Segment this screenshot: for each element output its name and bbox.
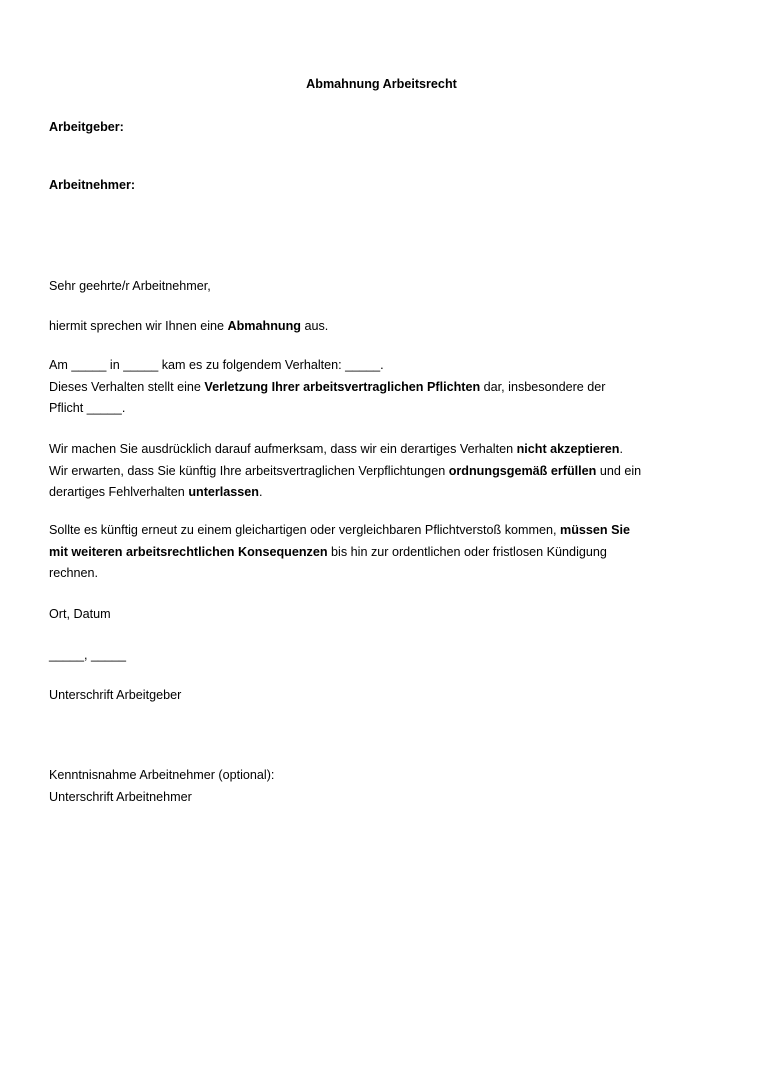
place-date-blanks: _____, _____ xyxy=(49,648,127,662)
consequences-line-2 xyxy=(49,542,724,564)
consequences-line-3: rechnen. xyxy=(49,566,99,580)
notice-line-1-after: . xyxy=(619,442,623,456)
employee-signature-label: Unterschrift Arbeitnehmer xyxy=(49,789,192,804)
incident-line-2-bold: Verletzung Ihrer arbeitsvertraglichen Pflichten xyxy=(204,379,481,394)
notice-line-1-bold: nicht akzeptieren xyxy=(516,442,620,456)
employee-label: Arbeitnehmer: xyxy=(49,178,136,192)
incident-line-1: Am _____ in _____ kam es zu folgendem Verhalten: _____. xyxy=(49,358,384,372)
incident-line-2 xyxy=(49,377,724,399)
intro-text-after: aus. xyxy=(300,319,329,333)
salutation: Sehr geehrte/r Arbeitnehmer, xyxy=(49,279,211,293)
notice-line-3-bold: unterlassen xyxy=(188,485,260,499)
notice-paragraph xyxy=(49,439,724,504)
employer-label: Arbeitgeber: xyxy=(49,120,124,134)
consequences-line-1 xyxy=(49,520,724,542)
notice-line-2-bold: ordnungsgemäß erfüllen xyxy=(448,463,597,478)
notice-line-2-after: und ein xyxy=(596,463,642,478)
notice-line-2-before: Wir erwarten, dass Sie künftig Ihre arbeitsvertraglichen Verpflichtungen xyxy=(49,463,449,478)
notice-line-3-after: . xyxy=(259,485,263,499)
consequences-line-2-after: bis hin zur ordentlichen oder fristlosen Kündigung xyxy=(327,544,607,559)
notice-line-3-before: derartiges Fehlverhalten xyxy=(49,485,189,499)
consequences-line-1-before: Sollte es künftig erneut zu einem gleichartigen oder vergleichbaren Pflichtverstoß kommen, xyxy=(49,523,561,537)
intro-paragraph xyxy=(49,316,724,338)
document-title: Abmahnung Arbeitsrecht xyxy=(306,77,457,91)
acknowledgement-block xyxy=(49,765,724,808)
notice-line-1 xyxy=(49,439,724,461)
incident-line-2-before: Dieses Verhalten stellt eine xyxy=(49,379,205,394)
intro-text-bold: Abmahnung xyxy=(227,319,301,333)
consequences-paragraph xyxy=(49,520,724,585)
incident-line-2-after: dar, insbesondere der xyxy=(480,379,606,394)
acknowledgement-label: Kenntnisnahme Arbeitnehmer (optional): xyxy=(49,768,275,782)
consequences-line-1-bold: müssen Sie xyxy=(560,523,631,537)
place-date-label: Ort, Datum xyxy=(49,607,111,621)
employer-signature-label: Unterschrift Arbeitgeber xyxy=(49,688,182,702)
intro-text-before: hiermit sprechen wir Ihnen eine xyxy=(49,319,228,333)
incident-line-3: Pflicht _____. xyxy=(49,401,126,415)
notice-line-2 xyxy=(49,461,724,483)
notice-line-3 xyxy=(49,482,724,504)
incident-paragraph xyxy=(49,355,724,420)
notice-line-1-before: Wir machen Sie ausdrücklich darauf aufmerksam, dass wir ein derartiges Verhalten xyxy=(49,442,517,456)
consequences-line-2-bold: mit weiteren arbeitsrechtlichen Konsequenzen xyxy=(49,544,328,559)
